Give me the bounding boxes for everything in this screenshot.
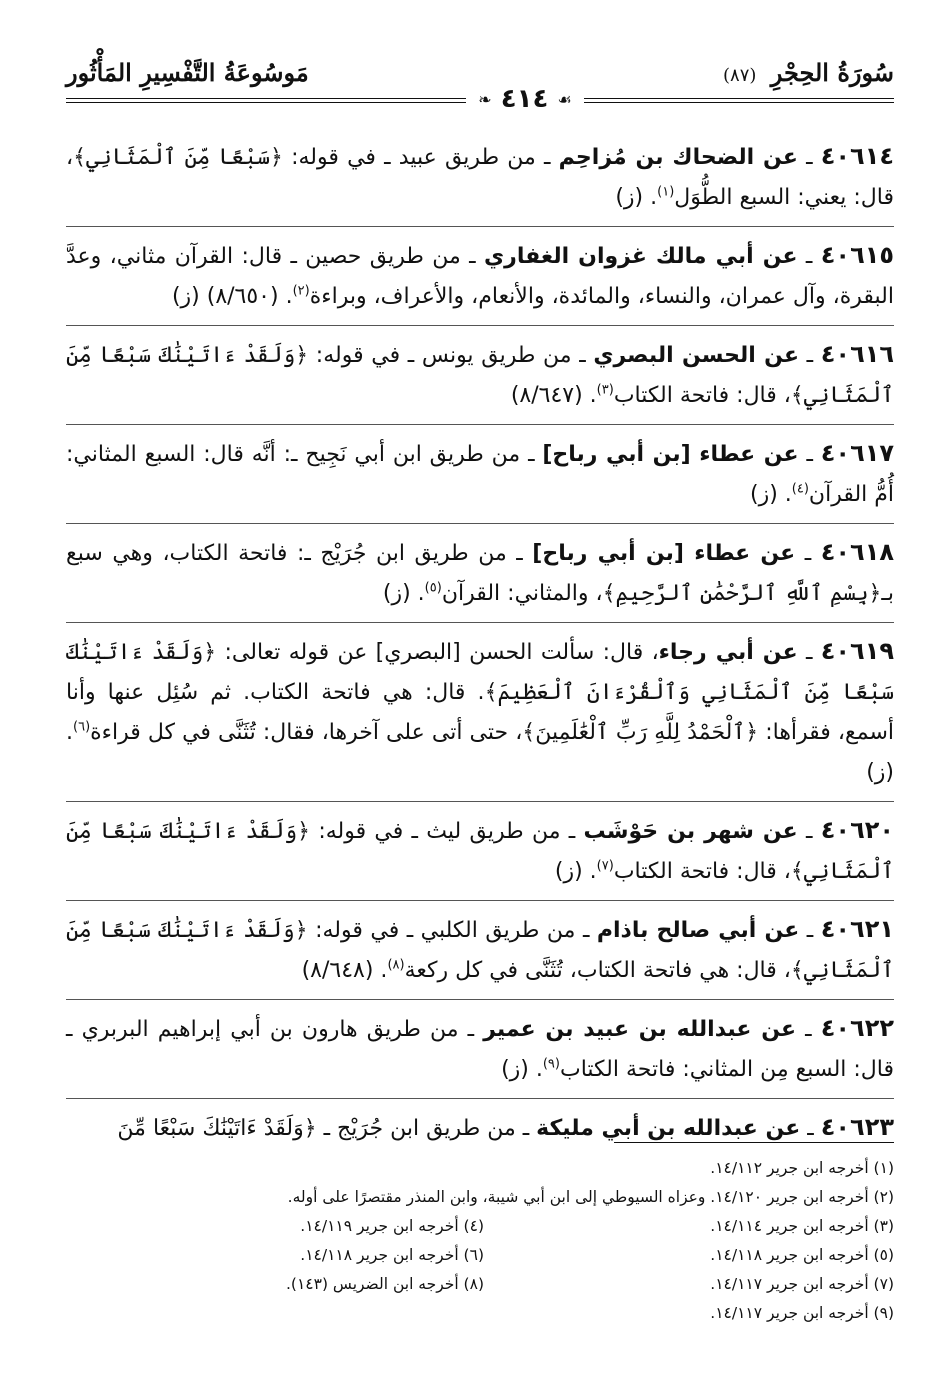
entry-number: ٤٠٦١٨: [820, 538, 894, 566]
page-header: [66, 44, 894, 116]
entry-source: . (ز): [554, 859, 597, 884]
footnote-ref: (٢): [292, 283, 310, 299]
entry-number: ٤٠٦١٥: [820, 241, 895, 269]
entry-number: ٤٠٦١٦: [820, 340, 895, 368]
entry-text: ـ من طريق ليث ـ في قوله:: [310, 819, 584, 844]
entry-source: . (ز): [615, 185, 658, 210]
page-number: [466, 84, 584, 114]
entry-text: ـ من طريق ابن جُرَيْج ـ: فاتحة الكتاب، وهي سبع بـ: [66, 541, 894, 606]
quran-verse: ﴿وَلَقَدْ ءَاتَيْنَٰكَ سَبْعًا مِّنَ ٱلْمَثَانِي وَٱلْقُرْءَانَ ٱلْعَظِيمَ﴾: [66, 640, 894, 705]
narration-entry: ٤٠٦١٧ ـ عن عطاء [بن أبي رباح] ـ من طريق ابن أبي نَجِيح ـ: أنَّه قال: السبع المثاني: أُمُّ القرآن$^{(٤)}$. (ز): [66, 433, 894, 524]
ornament-icon: ❧: [478, 90, 492, 109]
entry-source: . (٨/٦٤٧): [510, 383, 597, 408]
entry-narrator: عن أبي مالك غزوان الغفاري: [483, 244, 798, 269]
narration-entry: ٤٠٦١٤ ـ عن الضحاك بن مُزاحِم ـ من طريق عبيد ـ في قوله: ﴿سَبْعًا مِّنَ ٱلْمَثَانِي﴾، قال: يعني: السبع الطُّوَل$^{(١)}$. (ز): [66, 136, 894, 227]
footnote: (٨) أخرجه ابن الضريس (١٤٣).: [285, 1275, 484, 1293]
footnote: (١) أخرجه ابن جرير ١٤/١١٢.: [710, 1159, 894, 1177]
entry-narrator: عن عطاء [بن أبي رباح]: [542, 442, 799, 467]
entry-narrator: عن الضحاك بن مُزاحِم: [558, 145, 798, 170]
narration-entry: ٤٠٦١٨ ـ عن عطاء [بن أبي رباح] ـ من طريق ابن جُرَيْج ـ: فاتحة الكتاب، وهي سبع بـ﴿بِسْمِ ٱللَّهِ ٱلرَّحْمَٰنِ ٱلرَّحِيمِ﴾، والمثاني: القرآن$^{(٥)}$. (ز): [66, 532, 894, 623]
entry-text: ـ من طريق ابن أبي نَجِيح ـ: أنَّه قال: السبع المثاني: أُمُّ القرآن: [66, 442, 894, 507]
entry-text-after: . قال: هي فاتحة الكتاب. ثم سُئِل عنها وأنا أسمع، فقرأها: ﴿ٱلْحَمْدُ لِلَّهِ رَبِّ ٱلْعَٰلَمِينَ﴾، حتى أتى على آخرها، فقال: تُثَنَّى في كل قراءة: [66, 680, 894, 745]
narration-entry: ٤٠٦١٥ ـ عن أبي مالك غزوان الغفاري ـ من طريق حصين ـ قال: القرآن مثاني، وعدَّ البقرة، وآل عمران، والنساء، والمائدة، والأنعام، والأعراف، وبراءة$^{(٢)}$. (٨/٦٥٠) (ز): [66, 235, 894, 326]
narration-entry: ٤٠٦٢٢ ـ عن عبدالله بن عبيد بن عمير ـ من طريق هارون بن أبي إبراهيم البربري ـ قال: السبع مِن المثاني: فاتحة الكتاب$^{(٩)}$. (ز): [66, 1008, 894, 1099]
entry-narrator: عن الحسن البصري: [593, 343, 799, 368]
entry-narrator: عن أبي رجاء: [658, 640, 798, 665]
footnote: (٩) أخرجه ابن جرير ١٤/١١٧.: [710, 1304, 894, 1322]
header-rule-left: [66, 98, 466, 99]
footnote-ref: (٧): [596, 858, 614, 874]
entry-source: . (٨/٦٤٨): [301, 958, 388, 983]
footnote-ref: (٣): [596, 382, 614, 398]
quran-verse: ﴿وَلَقَدْ ءَاتَيْنَٰكَ سَبْعًا مِّنَ ٱلْمَثَانِي﴾: [66, 819, 894, 884]
footnote: (٧) أخرجه ابن جرير ١٤/١١٧.: [710, 1275, 894, 1293]
entry-text: ـ من طريق هارون بن أبي إبراهيم البربري ـ قال: السبع مِن المثاني: فاتحة الكتاب: [66, 1017, 894, 1082]
narration-entry: ٤٠٦١٩ ـ عن أبي رجاء، قال: سألت الحسن [البصري] عن قوله تعالى: ﴿وَلَقَدْ ءَاتَيْنَٰكَ سَبْعًا مِّنَ ٱلْمَثَانِي وَٱلْقُرْءَانَ ٱلْعَظِيمَ﴾. قال: هي فاتحة الكتاب. ثم سُئِل عنها وأنا أسمع، فقرأها: ﴿ٱلْحَمْدُ لِلَّهِ رَبِّ ٱلْعَٰلَمِينَ﴾، حتى أتى على آخرها، فقال: تُثَنَّى في كل قراءة$^{(٦)}$. (ز): [66, 631, 894, 802]
entry-source: . (٨/٦٥٠) (ز): [171, 284, 293, 309]
footnote-separator: [614, 1142, 894, 1143]
entry-narrator: عن عبدالله بن أبي مليكة: [536, 1116, 801, 1141]
entry-narrator: عن شهر بن حَوْشَب: [583, 819, 798, 844]
footnote-ref: (٩): [542, 1056, 560, 1072]
entry-text-after: ، والمثاني: القرآن: [441, 581, 603, 606]
entry-text-after: ، قال: يعني: السبع الطُّوَل: [66, 145, 894, 210]
footnote: (٦) أخرجه ابن جرير ١٤/١١٨.: [300, 1246, 484, 1264]
entry-number: ٤٠٦٢٢: [820, 1014, 894, 1042]
surah-number: (٨٧): [723, 65, 757, 86]
entry-number: ٤٠٦١٧: [820, 439, 895, 467]
entry-text: ـ من طريق حصين ـ قال: القرآن مثاني، وعدَّ البقرة، وآل عمران، والنساء، والمائدة، والأنعام، والأعراف، وبراءة: [66, 244, 894, 309]
footnote: (٢) أخرجه ابن جرير ١٤/١٢٠. وعزاه السيوطي إلى ابن أبي شيبة، وابن المنذر مقتصرًا على أوله.: [287, 1188, 894, 1206]
narration-entry: ٤٠٦٢٠ ـ عن شهر بن حَوْشَب ـ من طريق ليث ـ في قوله: ﴿وَلَقَدْ ءَاتَيْنَٰكَ سَبْعًا مِّنَ ٱلْمَثَانِي﴾، قال: فاتحة الكتاب$^{(٧)}$. (ز): [66, 810, 894, 901]
narration-entry: ٤٠٦١٦ ـ عن الحسن البصري ـ من طريق يونس ـ في قوله: ﴿وَلَقَدْ ءَاتَيْنَٰكَ سَبْعًا مِّنَ ٱلْمَثَانِي﴾، قال: فاتحة الكتاب$^{(٣)}$. (٨/٦٤٧): [66, 334, 894, 425]
footnote: (٤) أخرجه ابن جرير ١٤/١١٩.: [300, 1217, 484, 1235]
entry-text: ، قال: سألت الحسن [البصري] عن قوله تعالى:: [216, 640, 659, 665]
entry-source: . (ز): [750, 482, 792, 507]
narration-entry: ٤٠٦٢١ ـ عن أبي صالح باذام ـ من طريق الكلبي ـ في قوله: ﴿وَلَقَدْ ءَاتَيْنَٰكَ سَبْعًا مِّنَ ٱلْمَثَانِي﴾، قال: هي فاتحة الكتاب، تُثَنَّى في كل ركعة$^{(٨)}$. (٨/٦٤٨): [66, 909, 894, 1000]
entry-number: ٤٠٦٢٠: [820, 816, 895, 844]
entry-number: ٤٠٦٢١: [820, 915, 894, 943]
footnotes: [66, 1154, 894, 1328]
entry-source: . (ز): [382, 581, 425, 606]
quran-verse: ﴿بِسْمِ ٱللَّهِ ٱلرَّحْمَٰنِ ٱلرَّحِيمِ﴾: [602, 581, 882, 606]
surah-name: سُورَةُ الحِجْرِ: [770, 58, 894, 87]
footnote: (٣) أخرجه ابن جرير ١٤/١١٤.: [710, 1217, 894, 1235]
narration-entry: ٤٠٦٢٣ ـ عن عبدالله بن أبي مليكة ـ من طريق ابن جُرَيْج ـ ﴿وَلَقَدْ ءَاتَيْنَٰكَ سَبْعًا مِّنَ: [117, 1113, 894, 1141]
header-rule-right: [584, 98, 894, 99]
entry-source: . (ز): [501, 1057, 543, 1082]
footnote: (٥) أخرجه ابن جرير ١٤/١١٨.: [710, 1246, 894, 1264]
entry-text-after: ، قال: هي فاتحة الكتاب، تُثَنَّى في كل ركعة: [404, 958, 791, 983]
entry-number: ٤٠٦١٤: [820, 142, 894, 170]
page-number-value: ٤١٤: [500, 84, 549, 114]
quran-verse: ﴿وَلَقَدْ ءَاتَيْنَٰكَ سَبْعًا مِّنَ ٱلْمَثَانِي﴾: [66, 343, 894, 408]
quran-verse: ﴿وَلَقَدْ ءَاتَيْنَٰكَ سَبْعًا مِّنَ ٱلْمَثَانِي﴾: [66, 918, 894, 983]
entry-narrator: عن عطاء [بن أبي رباح]: [532, 541, 796, 566]
footnote-ref: (٤): [791, 481, 809, 497]
quran-verse: ﴿سَبْعًا مِّنَ ٱلْمَثَانِي﴾: [73, 145, 283, 170]
book-title: مَوسُوعَةُ التَّفْسِيرِ المَأْثُور: [66, 58, 309, 87]
footnote-ref: (٦): [73, 719, 91, 735]
narration-list: [66, 136, 894, 1165]
ornament-icon: ☙: [557, 90, 572, 109]
entry-narrator: عن عبدالله بن عبيد بن عمير: [483, 1017, 797, 1042]
entry-text: ـ من طريق يونس ـ في قوله:: [308, 343, 594, 368]
surah-title: [723, 58, 894, 87]
entry-text: ـ من طريق عبيد ـ في قوله:: [282, 145, 559, 170]
footnote-ref: (١): [657, 184, 675, 200]
footnote-ref: (٨): [387, 957, 405, 973]
entry-number: ٤٠٦١٩: [820, 637, 894, 665]
entry-number: ٤٠٦٢٣: [820, 1113, 894, 1141]
entry-text-after: ، قال: فاتحة الكتاب: [613, 859, 791, 884]
entry-text-after: ، قال: فاتحة الكتاب: [613, 383, 791, 408]
book-page: [66, 44, 894, 1354]
entry-source: . (ز): [66, 720, 894, 785]
footnote-ref: (٥): [424, 580, 442, 596]
quran-verse: ﴿وَلَقَدْ ءَاتَيْنَٰكَ سَبْعًا مِّنَ: [117, 1116, 317, 1141]
entry-narrator: عن أبي صالح باذام: [596, 918, 800, 943]
entry-text: ـ من طريق ابن جُرَيْج ـ: [316, 1116, 537, 1141]
entry-text: ـ من طريق الكلبي ـ في قوله:: [307, 918, 597, 943]
